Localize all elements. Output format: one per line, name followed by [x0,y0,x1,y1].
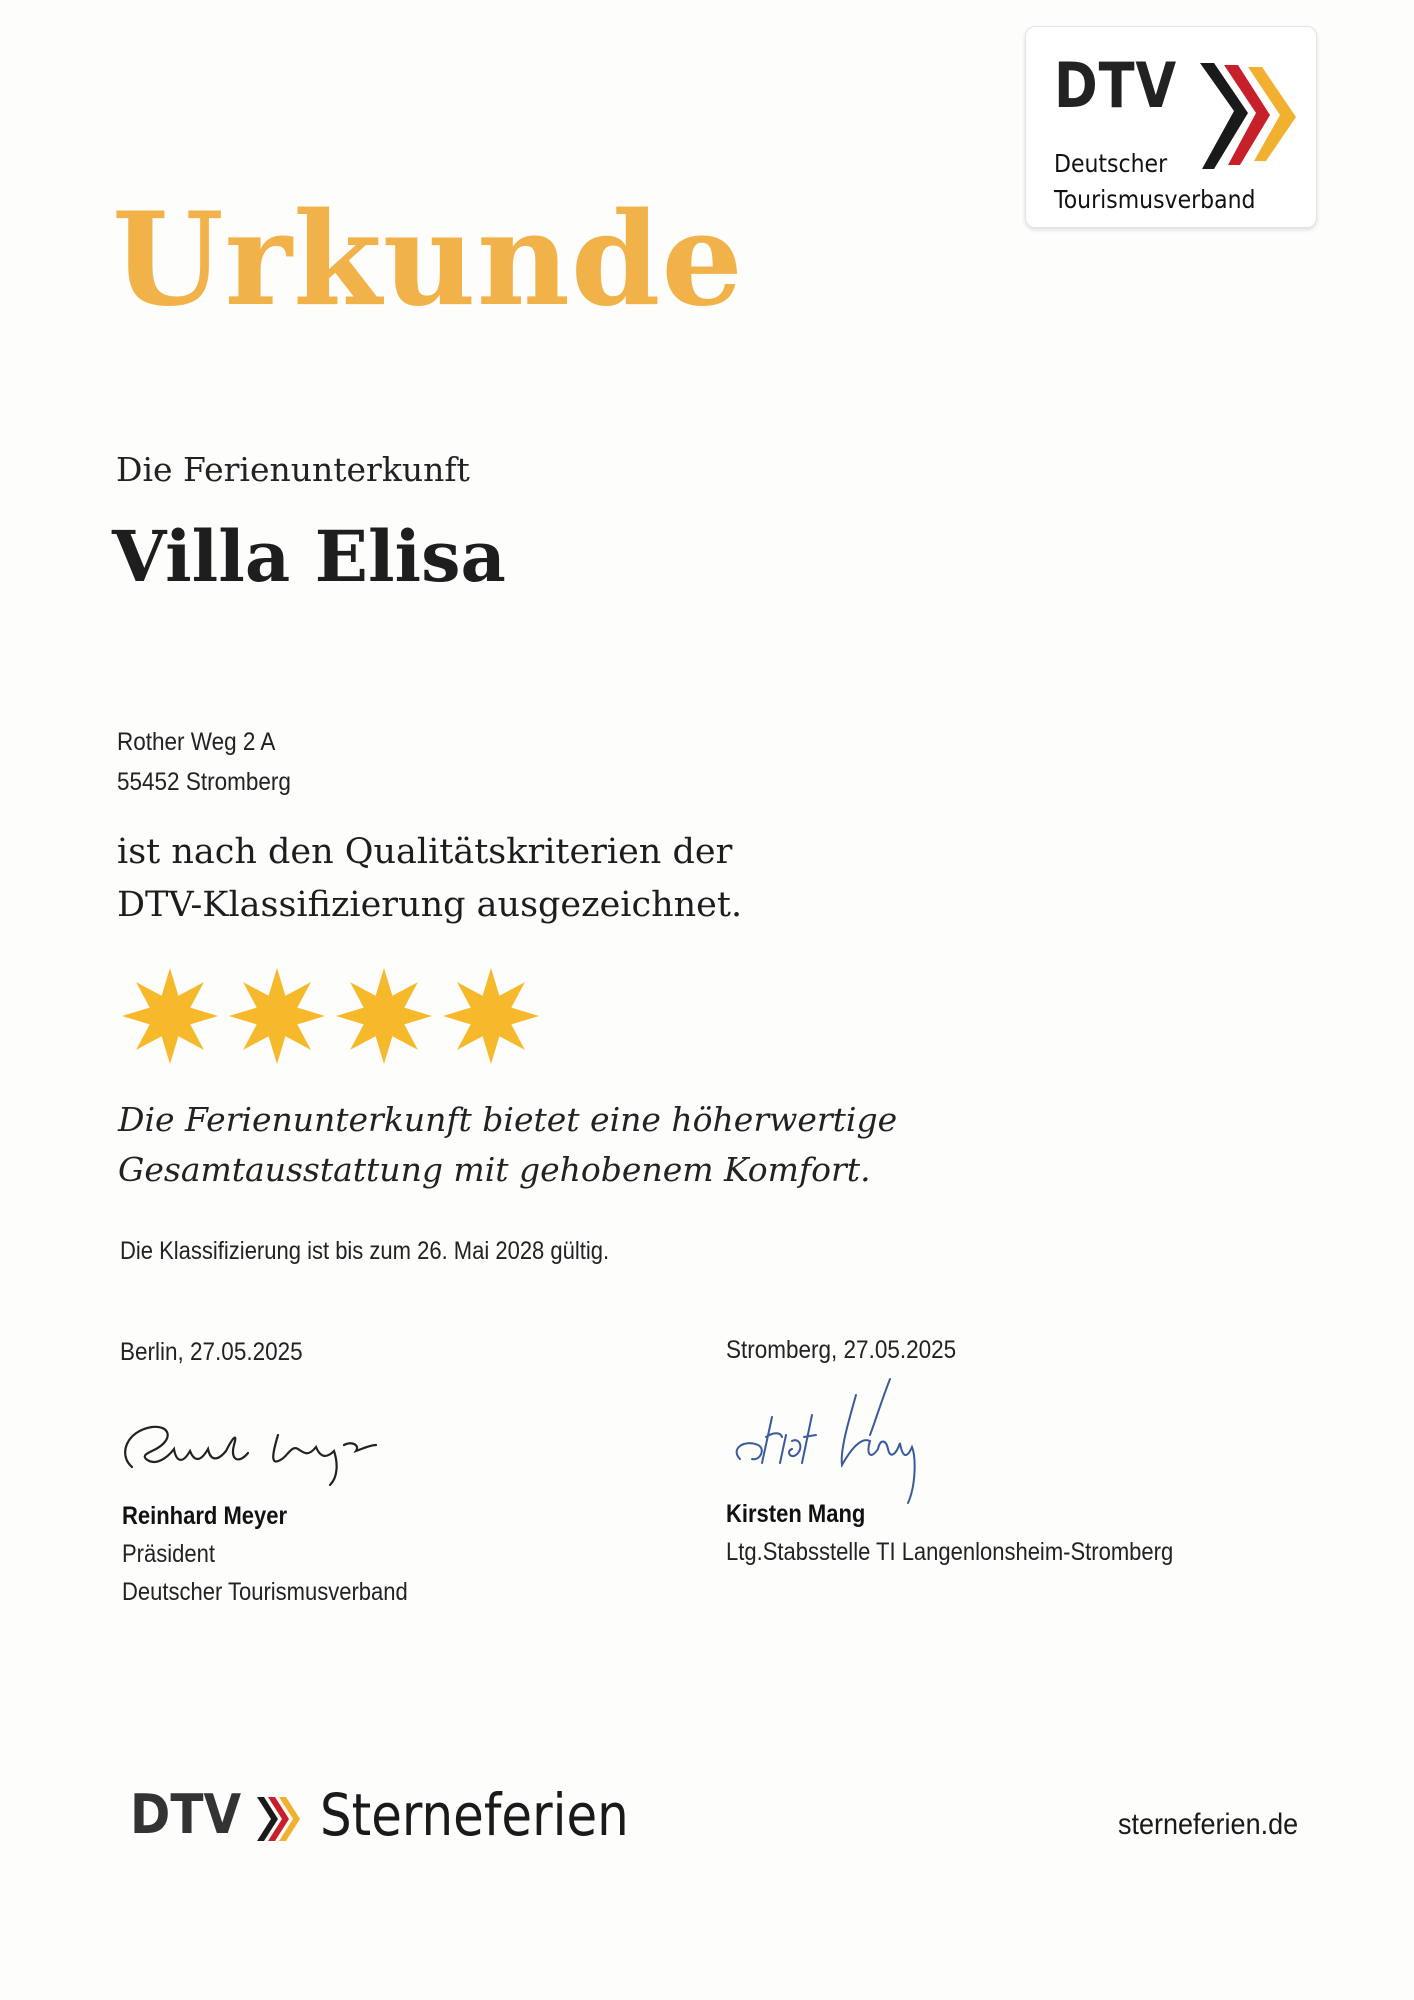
address-street: Rother Weg 2 A [117,728,276,756]
dtv-logo [1025,26,1317,228]
dtv-logo-wordmark: DTV [1054,49,1178,122]
signatory-org-meyer: Deutscher Tourismusverband [122,1578,408,1606]
dtv-logo-line1: Deutscher [1054,149,1168,178]
star-icon [229,968,325,1064]
signatory-name-mang: Kirsten Mang [726,1500,866,1528]
address-city: 55452 Stromberg [117,768,291,796]
signature-meyer [112,1415,412,1495]
validity-note: Die Klassifizierung ist bis zum 26. Mai 2028 gültig. [120,1237,610,1265]
dtv-chevrons-icon [1194,61,1306,171]
star-icon [122,968,218,1064]
signatory-role-meyer: Präsident [122,1540,215,1568]
signatory-name-meyer: Reinhard Meyer [122,1502,288,1530]
property-kicker: Die Ferienunterkunft [116,450,470,489]
signatory-role-mang: Ltg.Stabsstelle TI Langenlonsheim-Stromberg [726,1538,1174,1566]
star-rating [118,960,558,1077]
place-date-stromberg: Stromberg, 27.05.2025 [726,1336,957,1364]
footer-url[interactable]: sterneferien.de [1118,1808,1299,1841]
star-icon [336,968,432,1064]
statement-line2: DTV-Klassifizierung ausgezeichnet. [117,885,743,925]
signature-meyer-text: Reinhard Meyer [262,1474,277,1476]
footer-chevrons-icon [255,1795,305,1843]
certificate-title: Urkunde [112,185,744,335]
description-line1: Die Ferienunterkunft bietet eine höherwertige [118,1100,898,1139]
description-line2: Gesamtausstattung mit gehobenem Komfort. [118,1150,871,1189]
star-icon [443,968,539,1064]
property-name: Villa Elisa [112,515,506,598]
place-date-berlin: Berlin, 27.05.2025 [120,1338,303,1366]
footer-brand: Sterneferien [320,1781,629,1849]
footer-dtv-wordmark: DTV [130,1783,242,1846]
statement-line1: ist nach den Qualitätskriterien der [117,832,733,872]
dtv-logo-line2: Tourismusverband [1054,185,1256,214]
